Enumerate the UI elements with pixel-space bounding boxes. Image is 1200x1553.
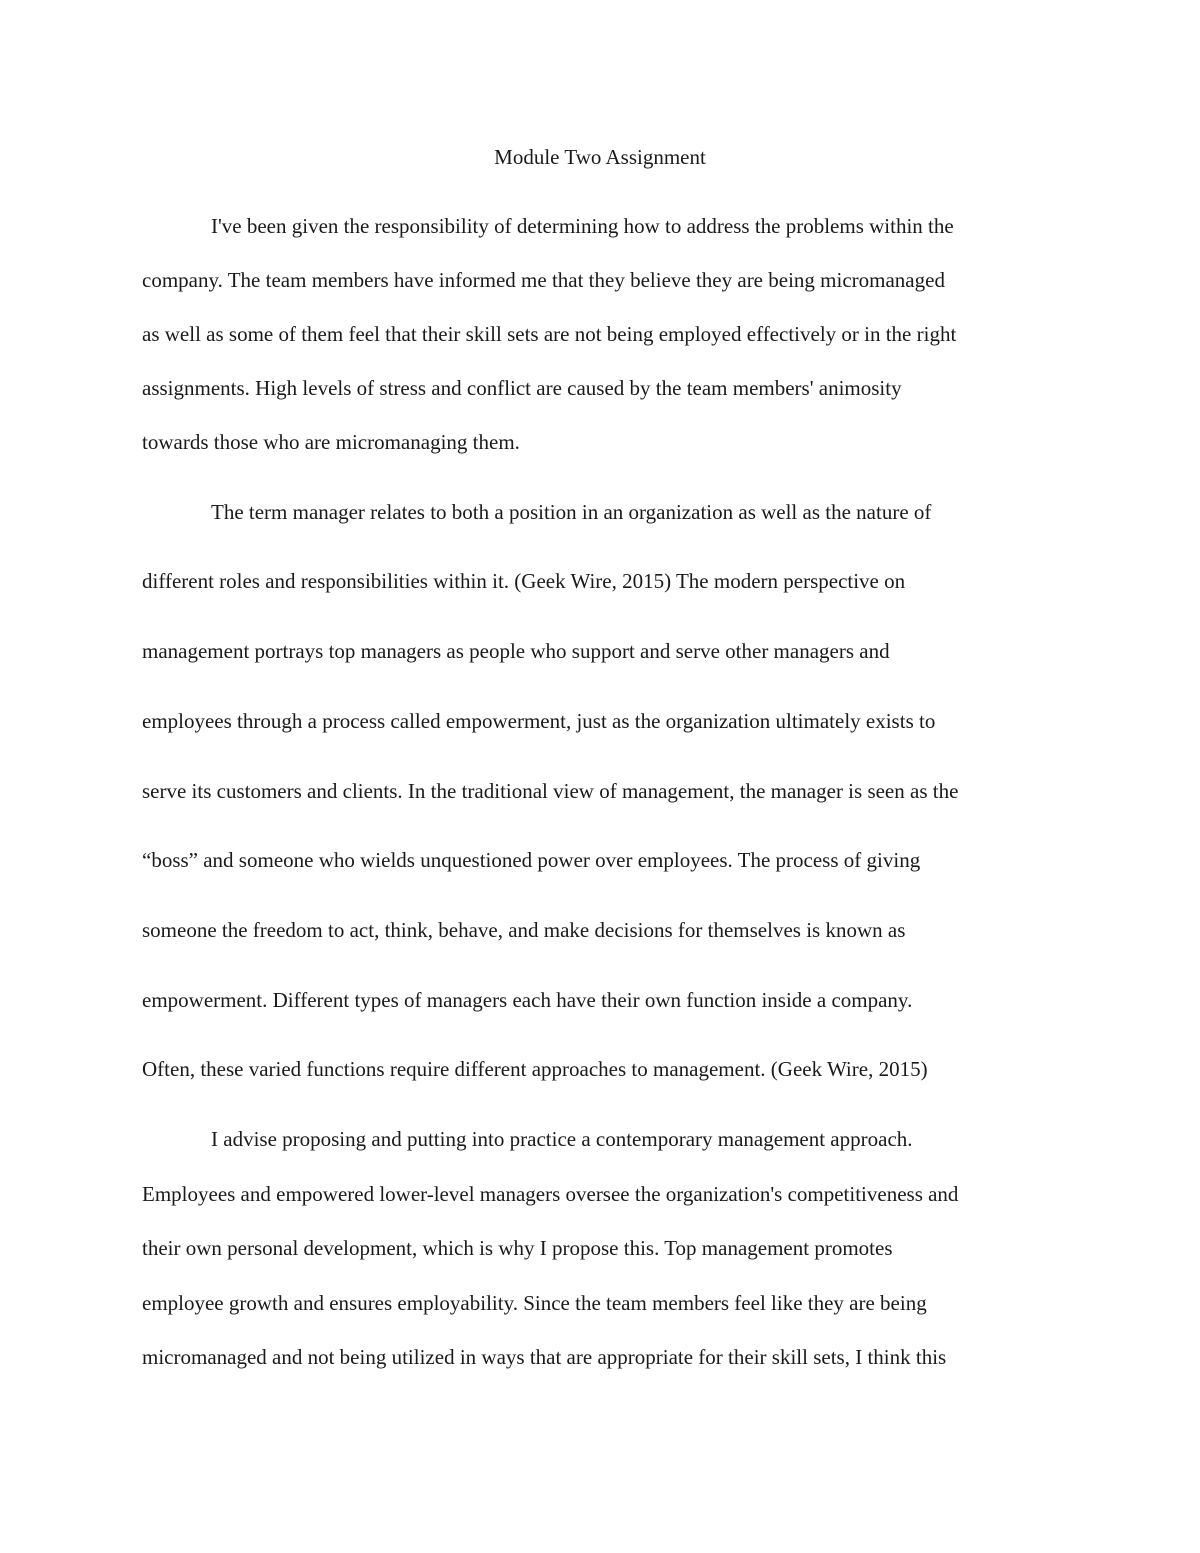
paragraph-line: serve its customers and clients. In the traditional view of management, the manager is seen as the	[142, 779, 959, 803]
paragraph-line: different roles and responsibilities within it. (Geek Wire, 2015) The modern perspective on	[142, 569, 906, 593]
paragraph-line: management portrays top managers as people who support and serve other managers and	[142, 639, 890, 663]
paragraph-line: Often, these varied functions require different approaches to management. (Geek Wire, 2015)	[142, 1057, 928, 1081]
paragraph-line: assignments. High levels of stress and conflict are caused by the team members' animosity	[142, 376, 902, 400]
paragraph-line: I've been given the responsibility of determining how to address the problems within the	[211, 214, 954, 238]
paragraph-line: employee growth and ensures employability. Since the team members feel like they are being	[142, 1291, 927, 1315]
document-title: Module Two Assignment	[494, 145, 706, 169]
paragraph-line: someone the freedom to act, think, behave, and make decisions for themselves is known as	[142, 918, 906, 942]
paragraph-line: as well as some of them feel that their skill sets are not being employed effectively or in the right	[142, 322, 957, 346]
paragraph-line: towards those who are micromanaging them.	[142, 430, 520, 454]
paragraph-line: The term manager relates to both a position in an organization as well as the nature of	[211, 500, 932, 524]
paragraph-line: their own personal development, which is why I propose this. Top management promotes	[142, 1236, 893, 1260]
paragraph-line: company. The team members have informed me that they believe they are being micromanaged	[142, 268, 945, 292]
paragraph-line: “boss” and someone who wields unquestioned power over employees. The process of giving	[142, 848, 921, 872]
paragraph-line: micromanaged and not being utilized in ways that are appropriate for their skill sets, I think this	[142, 1345, 947, 1369]
paragraph-line: I advise proposing and putting into practice a contemporary management approach.	[211, 1127, 913, 1151]
paragraph-line: employees through a process called empowerment, just as the organization ultimately exists to	[142, 709, 936, 733]
paragraph-line: Employees and empowered lower-level managers oversee the organization's competitiveness and	[142, 1182, 959, 1206]
paragraph-line: empowerment. Different types of managers each have their own function inside a company.	[142, 988, 913, 1012]
